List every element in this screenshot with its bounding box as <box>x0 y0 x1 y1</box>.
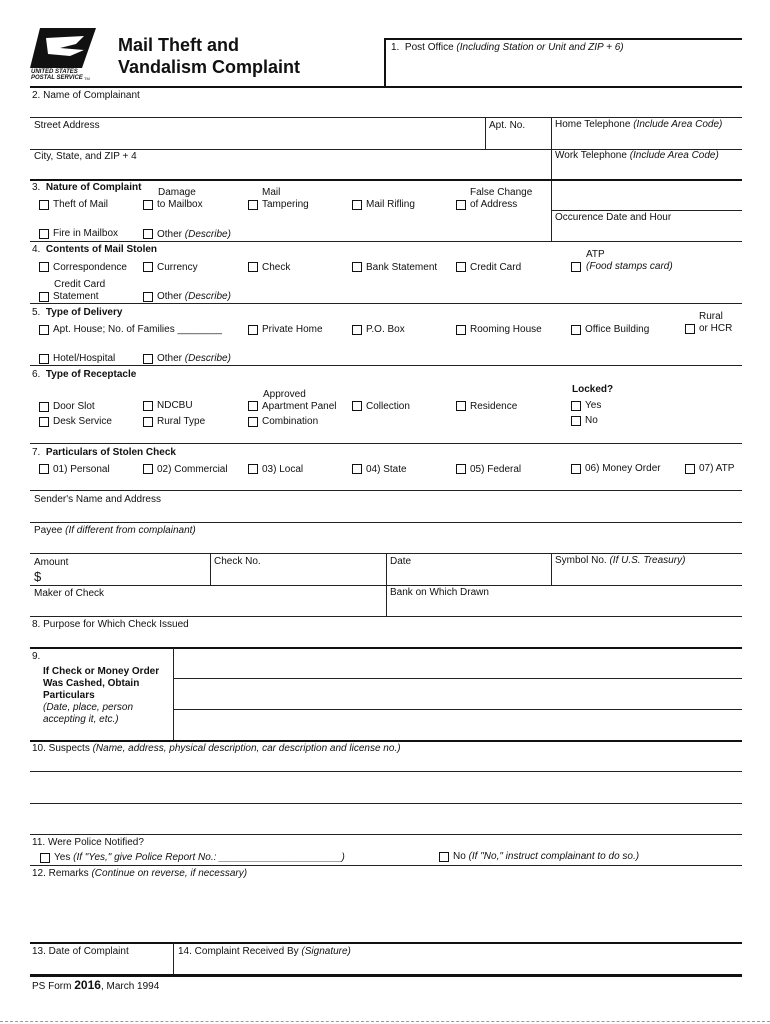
date-of-complaint-label[interactable]: 13. Date of Complaint <box>32 946 129 957</box>
cashed-num: 9. <box>32 651 41 662</box>
contents-other-checkbox[interactable] <box>143 292 153 302</box>
rule <box>30 303 742 304</box>
police-yes-label: Yes (If "Yes," give Police Report No.: ______________________) <box>54 852 345 863</box>
rule <box>30 522 742 523</box>
rule <box>30 490 742 491</box>
divider <box>551 553 552 585</box>
rule <box>30 179 742 181</box>
hotel-hospital-checkbox[interactable] <box>39 354 49 364</box>
nature-other-checkbox[interactable] <box>143 229 153 239</box>
police-no-checkbox[interactable] <box>439 852 449 862</box>
residence-checkbox[interactable] <box>456 401 466 411</box>
work-telephone-label[interactable]: Work Telephone (Include Area Code) <box>555 150 719 161</box>
agency-line1: UNITED STATES <box>31 69 78 75</box>
atp-check-checkbox[interactable] <box>685 464 695 474</box>
locked-no-checkbox[interactable] <box>571 416 581 426</box>
delivery-heading: 5. Type of Delivery <box>32 307 123 318</box>
nature-heading: 3. Nature of Complaint <box>32 182 142 193</box>
police-yes-checkbox[interactable] <box>40 853 50 863</box>
office-building-checkbox[interactable] <box>571 325 581 335</box>
cc-statement-label: Statement <box>53 291 99 302</box>
cc-statement-checkbox[interactable] <box>39 292 49 302</box>
locked-label: Locked? <box>572 384 614 395</box>
state-checkbox[interactable] <box>352 464 362 474</box>
rule <box>30 865 742 866</box>
damage-to-mailbox-checkbox[interactable] <box>143 200 153 210</box>
amount-label[interactable]: Amount <box>34 557 69 568</box>
apartment-panel-checkbox[interactable] <box>248 401 258 411</box>
agency-line2: POSTAL SERVICE <box>31 75 83 81</box>
currency-label: Currency <box>157 262 198 273</box>
collection-label: Collection <box>366 401 410 412</box>
mail-tampering-label: Tampering <box>262 199 309 210</box>
private-home-label: Private Home <box>262 324 323 335</box>
correspondence-label: Correspondence <box>53 262 127 273</box>
apartment-panel-label: Apartment Panel <box>262 401 337 412</box>
rural-type-label: Rural Type <box>157 416 206 427</box>
nature-other-label: Other (Describe) <box>157 229 231 240</box>
fire-in-mailbox-checkbox[interactable] <box>39 229 49 239</box>
locked-yes-checkbox[interactable] <box>571 401 581 411</box>
mail-rifling-checkbox[interactable] <box>352 200 362 210</box>
commercial-label: 02) Commercial <box>157 464 228 475</box>
door-slot-label: Door Slot <box>53 401 95 412</box>
police-no-label: No (If "No," instruct complainant to do so.) <box>453 851 640 862</box>
atp-label: (Food stamps card) <box>586 261 673 272</box>
stolen-check-heading: 7. Particulars of Stolen Check <box>32 447 176 458</box>
desk-service-checkbox[interactable] <box>39 417 49 427</box>
po-box-checkbox[interactable] <box>352 325 362 335</box>
rule <box>30 740 742 742</box>
payee-label[interactable]: Payee (If different from complainant) <box>34 525 196 536</box>
rule <box>30 942 742 944</box>
ndcbu-label: NDCBU <box>157 400 193 411</box>
money-order-label: 06) Money Order <box>585 463 661 474</box>
currency-checkbox[interactable] <box>143 262 153 272</box>
credit-card-label: Credit Card <box>470 262 522 273</box>
apt-house-checkbox[interactable] <box>39 325 49 335</box>
suspects-line-2[interactable] <box>30 803 742 804</box>
form-title-line2: Vandalism Complaint <box>118 57 301 77</box>
suspects-label[interactable]: 10. Suspects (Name, address, physical description, car description and license no.) <box>32 743 401 754</box>
post-office-box-top <box>384 38 742 40</box>
delivery-other-checkbox[interactable] <box>143 354 153 364</box>
form-id: PS Form 2016, March 1994 <box>32 978 160 992</box>
cashed-hint: (Date, place, person accepting it, etc.) <box>43 702 134 725</box>
delivery-other-label: Other (Describe) <box>157 353 231 364</box>
symbol-no-label[interactable]: Symbol No. (If U.S. Treasury) <box>555 555 686 566</box>
desk-service-label: Desk Service <box>53 416 112 427</box>
date-label[interactable]: Date <box>390 556 412 567</box>
atp-label-top: ATP <box>586 249 605 260</box>
rule <box>30 974 742 977</box>
theft-of-mail-checkbox[interactable] <box>39 200 49 210</box>
fire-in-mailbox-label: Fire in Mailbox <box>53 228 119 239</box>
rule <box>551 210 742 211</box>
police-label: 11. Were Police Notified? <box>32 837 144 848</box>
contents-other-label: Other (Describe) <box>157 291 231 302</box>
dollar-sign: $ <box>34 569 42 584</box>
federal-label: 05) Federal <box>470 464 522 475</box>
rural-hcr-checkbox[interactable] <box>685 324 695 334</box>
damage-to-mailbox-label: to Mailbox <box>157 199 203 210</box>
maker-label[interactable]: Maker of Check <box>34 588 105 599</box>
commercial-checkbox[interactable] <box>143 464 153 474</box>
rule <box>30 585 742 586</box>
divider <box>173 943 174 974</box>
bank-statement-label: Bank Statement <box>366 262 438 273</box>
divider <box>485 117 486 149</box>
bank-drawn-label[interactable]: Bank on Which Drawn <box>390 587 489 598</box>
city-state-zip-label[interactable]: City, State, and ZIP + 4 <box>34 151 137 162</box>
cashed-line-1[interactable] <box>173 678 742 679</box>
remarks-label[interactable]: 12. Remarks (Continue on reverse, if necessary) <box>32 868 248 879</box>
false-change-label-top: False Change <box>470 187 533 198</box>
theft-of-mail-label: Theft of Mail <box>53 199 109 210</box>
private-home-checkbox[interactable] <box>248 325 258 335</box>
door-slot-checkbox[interactable] <box>39 402 49 412</box>
federal-checkbox[interactable] <box>456 464 466 474</box>
sender-label[interactable]: Sender's Name and Address <box>34 494 161 505</box>
atp-checkbox[interactable] <box>571 262 581 272</box>
office-building-label: Office Building <box>585 324 650 335</box>
cashed-line-2[interactable] <box>173 709 742 710</box>
rule <box>30 647 742 649</box>
rule <box>30 365 742 366</box>
locked-no-label: No <box>585 415 598 426</box>
check-checkbox[interactable] <box>248 262 258 272</box>
apt-house-label: Apt. House; No. of Families ________ <box>53 324 222 335</box>
received-by-label[interactable]: 14. Complaint Received By (Signature) <box>178 946 351 957</box>
ndcbu-checkbox[interactable] <box>143 401 153 411</box>
residence-label: Residence <box>470 401 518 412</box>
collection-checkbox[interactable] <box>352 401 362 411</box>
usps-eagle-logo <box>30 28 98 70</box>
contents-heading: 4. Contents of Mail Stolen <box>32 244 158 255</box>
rooming-house-label: Rooming House <box>470 324 542 335</box>
combination-label: Combination <box>262 416 319 427</box>
false-change-checkbox[interactable] <box>456 200 466 210</box>
purpose-label[interactable]: 8. Purpose for Which Check Issued <box>32 619 189 630</box>
local-label: 03) Local <box>262 464 304 475</box>
post-office-label[interactable]: 1. Post Office (Including Station or Unit and ZIP + 6) <box>391 42 624 53</box>
false-change-label: of Address <box>470 199 518 210</box>
state-label: 04) State <box>366 464 407 475</box>
header-bottom-rule <box>30 86 742 88</box>
locked-yes-label: Yes <box>585 400 602 411</box>
divider <box>210 553 211 585</box>
check-no-label[interactable]: Check No. <box>214 556 261 567</box>
local-checkbox[interactable] <box>248 464 258 474</box>
form-title-line1: Mail Theft and <box>118 35 239 55</box>
check-label: Check <box>262 262 291 273</box>
damage-label-top: Damage <box>158 187 196 198</box>
divider <box>173 648 174 740</box>
rural-label-top: Rural <box>699 311 723 322</box>
receptacle-heading: 6. Type of Receptacle <box>32 369 137 380</box>
rooming-house-checkbox[interactable] <box>456 325 466 335</box>
apt-no-label[interactable]: Apt. No. <box>489 120 526 131</box>
rule <box>30 117 742 118</box>
occurrence-date-label[interactable]: Occurence Date and Hour <box>555 212 672 223</box>
tampering-label-top: Mail <box>262 187 281 198</box>
mail-tampering-checkbox[interactable] <box>248 200 258 210</box>
trademark: TM <box>84 76 90 81</box>
combination-checkbox[interactable] <box>248 417 258 427</box>
mail-rifling-label: Mail Rifling <box>366 199 415 210</box>
post-office-box-left <box>384 39 386 87</box>
bank-statement-checkbox[interactable] <box>352 262 362 272</box>
approved-label-top: Approved <box>263 389 306 400</box>
atp-check-label: 07) ATP <box>699 463 735 474</box>
correspondence-checkbox[interactable] <box>39 262 49 272</box>
credit-card-checkbox[interactable] <box>456 262 466 272</box>
personal-label: 01) Personal <box>53 464 110 475</box>
rule <box>30 834 742 835</box>
hotel-hospital-label: Hotel/Hospital <box>53 353 116 364</box>
bottom-edge-rule <box>0 1021 770 1023</box>
rule <box>30 443 742 444</box>
rule <box>30 616 742 617</box>
cc-statement-label-top: Credit Card <box>54 279 106 290</box>
suspects-line-1[interactable] <box>30 771 742 772</box>
home-telephone-label[interactable]: Home Telephone (Include Area Code) <box>555 119 723 130</box>
po-box-label: P.O. Box <box>366 324 405 335</box>
rule <box>30 241 742 242</box>
complainant-name-label[interactable]: 2. Name of Complainant <box>32 90 140 101</box>
money-order-checkbox[interactable] <box>571 464 581 474</box>
rural-type-checkbox[interactable] <box>143 417 153 427</box>
cashed-title: If Check or Money Order Was Cashed, Obtain Particulars <box>43 666 160 701</box>
rural-hcr-label: or HCR <box>699 323 733 334</box>
street-address-label[interactable]: Street Address <box>34 120 100 131</box>
personal-checkbox[interactable] <box>39 464 49 474</box>
